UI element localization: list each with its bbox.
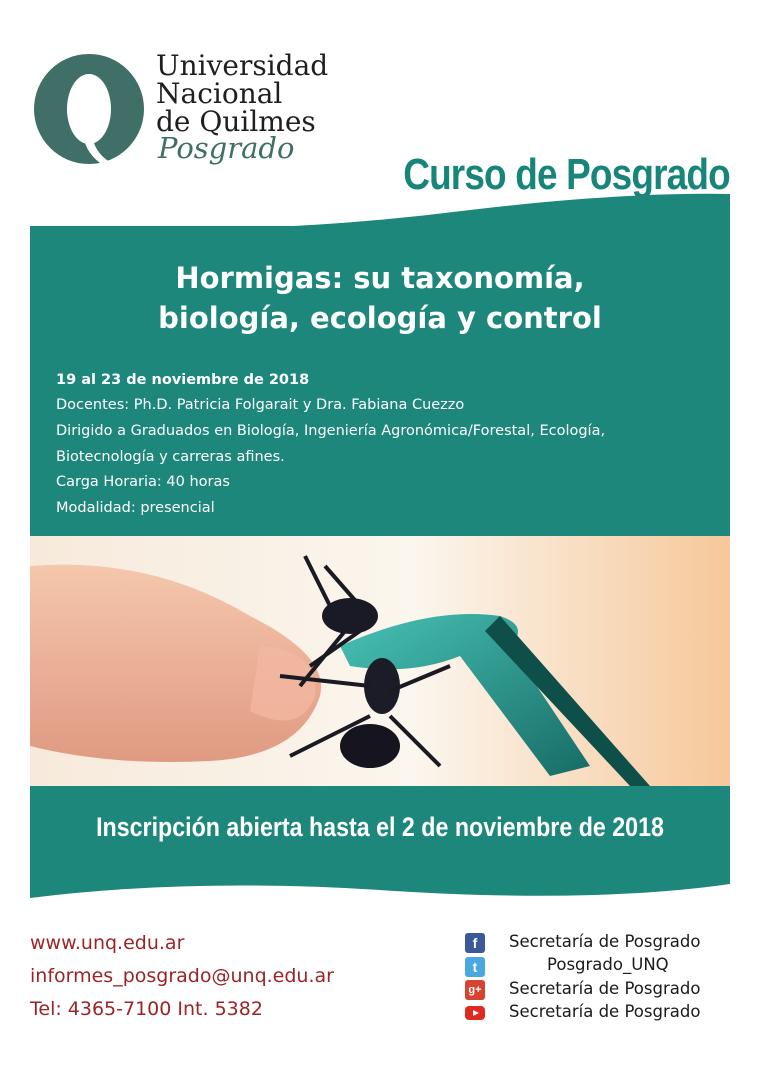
course-audience-line-2: Biotecnología y carreras afines. xyxy=(56,449,285,465)
course-title-line-1: Hormigas: su taxonomía, xyxy=(175,261,585,295)
registration-band xyxy=(30,786,730,904)
google-plus-label[interactable]: Secretaría de Posgrado xyxy=(509,979,701,998)
course-docentes: Docentes: Ph.D. Patricia Folgarait y Dra. Fabiana Cuezzo xyxy=(56,397,465,413)
logo-text-nacional: Nacional xyxy=(156,77,283,110)
website-link[interactable]: www.unq.edu.ar xyxy=(30,932,185,954)
ant-photo xyxy=(30,536,730,786)
course-audience-line-1: Dirigido a Graduados en Biología, Ingeniería Agronómica/Forestal, Ecología, xyxy=(56,423,606,439)
course-modality: Modalidad: presencial xyxy=(56,500,215,516)
youtube-label[interactable]: Secretaría de Posgrado xyxy=(509,1002,701,1021)
twitter-label[interactable]: Posgrado_UNQ xyxy=(547,955,669,974)
course-title xyxy=(30,258,730,338)
course-title-line-2: biología, ecología y control xyxy=(158,301,602,335)
course-dates: 19 al 23 de noviembre de 2018 xyxy=(56,372,310,388)
facebook-icon[interactable]: f xyxy=(465,933,485,953)
logo-text-universidad: Universidad xyxy=(156,49,329,82)
university-logo xyxy=(34,52,148,170)
email-link[interactable]: informes_posgrado@unq.edu.ar xyxy=(30,965,334,987)
facebook-label[interactable]: Secretaría de Posgrado xyxy=(509,932,701,951)
registration-deadline: Inscripción abierta hasta el 2 de noviembre de 2018 xyxy=(96,812,664,842)
google-plus-icon[interactable]: g+ xyxy=(465,980,485,1000)
curso-heading: Curso de Posgrado xyxy=(403,150,730,199)
course-hours: Carga Horaria: 40 horas xyxy=(56,474,230,490)
phone-number: Tel: 4365-7100 Int. 5382 xyxy=(30,998,263,1020)
youtube-icon[interactable] xyxy=(465,1003,485,1023)
twitter-icon[interactable]: t xyxy=(465,957,485,977)
logo-text-posgrado: Posgrado xyxy=(158,131,295,165)
logo-text-quilmes: de Quilmes xyxy=(156,105,316,138)
